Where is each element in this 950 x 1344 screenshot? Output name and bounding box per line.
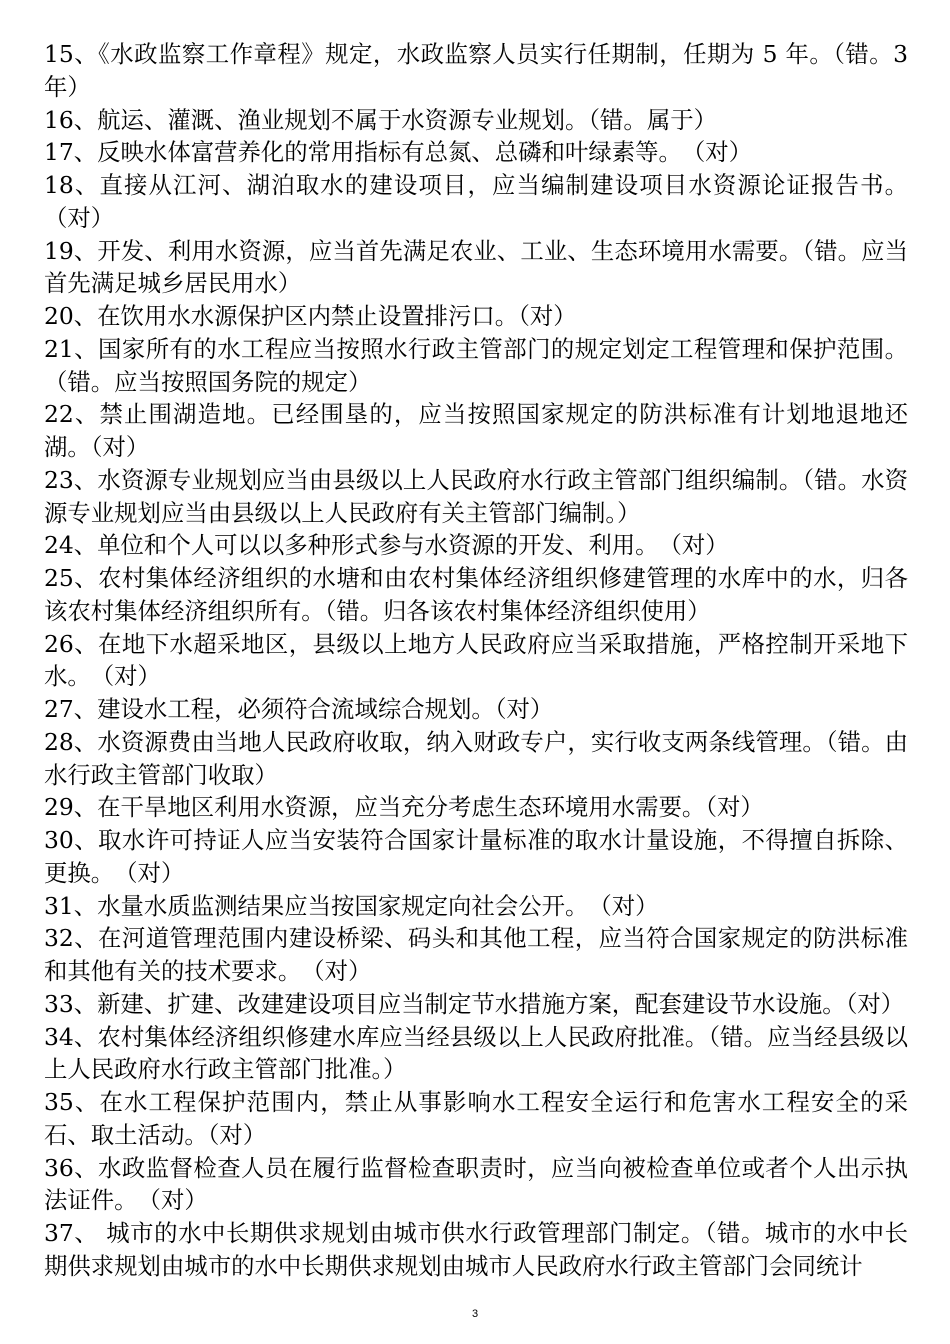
statement-item: 35、在水工程保护范围内，禁止从事影响水工程安全运行和危害水工程安全的采石、取土活动。（对）	[44, 1088, 908, 1149]
statement-item: 28、水资源费由当地人民政府收取，纳入财政专户，实行收支两条线管理。（错。由水行政主管部门收取）	[44, 727, 908, 789]
statement-item: 32、在河道管理范围内建设桥梁、码头和其他工程，应当符合国家规定的防洪标准和其他有关的技术要求。 （对）	[44, 924, 908, 985]
statement-item: 24、单位和个人可以以多种形式参与水资源的开发、利用。 （对）	[44, 531, 729, 560]
statement-item: 16、航运、灌溉、渔业规划不属于水资源专业规划。（错。属于）	[44, 105, 717, 134]
statement-item: 21、国家所有的水工程应当按照水行政主管部门的规定划定工程管理和保护范围。（错。应当按照国务院的规定）	[44, 334, 908, 396]
statement-item: 22、禁止围湖造地。已经围垦的，应当按照国家规定的防洪标准有计划地退地还湖。（对）	[44, 400, 908, 461]
statement-item: 20、在饮用水水源保护区内禁止设置排污口。（对）	[44, 302, 577, 330]
statement-item: 18、直接从江河、湖泊取水的建设项目，应当编制建设项目水资源论证报告书。（对）	[44, 171, 908, 232]
page-number: 3	[471, 1308, 479, 1320]
statement-item: 15、《水政监察工作章程》规定，水政监察人员实行任期制，任期为 5 年。（错。3 年）	[44, 40, 908, 101]
statement-item: 19、开发、利用水资源，应当首先满足农业、工业、生态环境用水需要。（错。应当首先满足城乡居民用水）	[44, 236, 908, 298]
statement-item: 34、农村集体经济组织修建水库应当经县级以上人民政府批准。（错。应当经县级以上人民政府水行政主管部门批准。）	[44, 1022, 908, 1084]
statement-item: 27、建设水工程，必须符合流域综合规划。（对）	[44, 695, 554, 723]
statement-item: 23、水资源专业规划应当由县级以上人民政府水行政主管部门组织编制。（错。水资源专业规划应当由县级以上人民政府有关主管部门编制。）	[44, 465, 908, 527]
statement-list	[44, 38, 908, 1283]
statement-item: 36、水政监督检查人员在履行监督检查职责时，应当向被检查单位或者个人出示执法证件。 （对）	[44, 1153, 908, 1215]
statement-item: 25、农村集体经济组织的水塘和由农村集体经济组织修建管理的水库中的水，归各该农村集体经济组织所有。（错。归各该农村集体经济组织使用）	[44, 564, 908, 625]
statement-item: 37、 城市的水中长期供求规划由城市供水行政管理部门制定。（错。城市的水中长期供求规划由城市的水中长期供求规划由城市人民政府水行政主管部门会同统计	[44, 1219, 908, 1280]
statement-item: 26、在地下水超采地区，县级以上地方人民政府应当采取措施，严格控制开采地下水。 （对）	[44, 629, 908, 691]
statement-item: 31、水量水质监测结果应当按国家规定向社会公开。 （对）	[44, 891, 659, 920]
statement-item: 33、新建、扩建、改建建设项目应当制定节水措施方案，配套建设节水设施。（对）	[44, 989, 905, 1018]
statement-item: 17、反映水体富营养化的常用指标有总氮、总磷和叶绿素等。 （对）	[44, 138, 753, 167]
statement-item: 30、取水许可持证人应当安装符合国家计量标准的取水计量设施，不得擅自拆除、更换。 （对）	[44, 826, 908, 887]
statement-item: 29、在干旱地区利用水资源，应当充分考虑生态环境用水需要。（对）	[44, 793, 764, 822]
